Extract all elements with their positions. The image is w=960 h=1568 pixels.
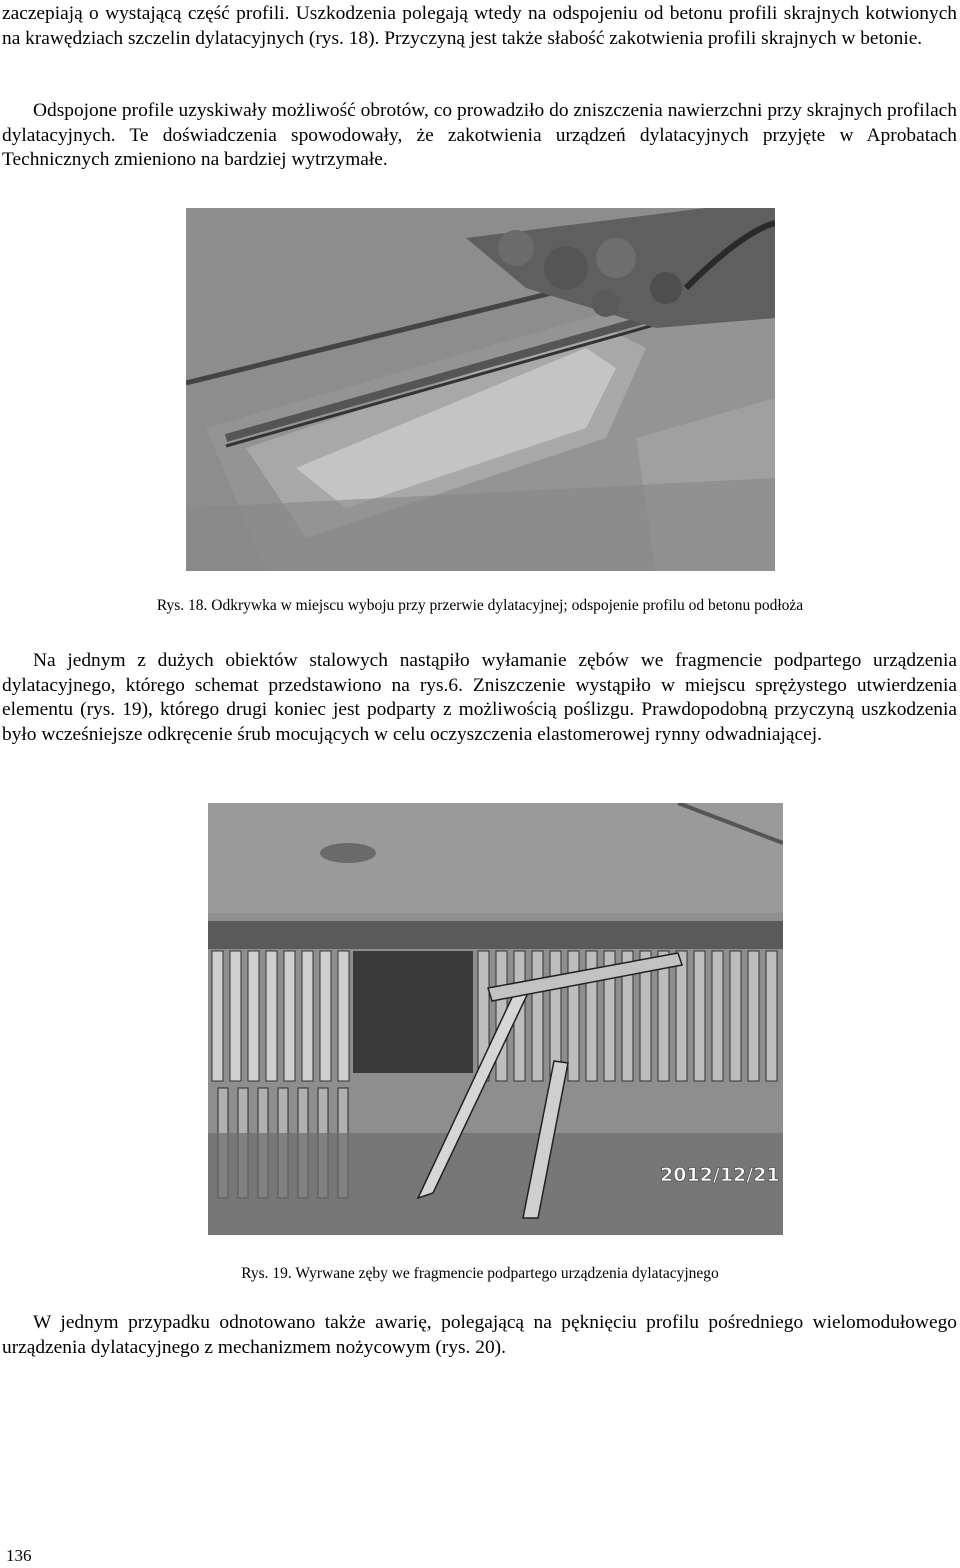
paragraph-broken-teeth: Na jednym z dużych obiektów stalowych nastąpiło wyłamanie zębów we fragmencie podpartego urządzenia dylatacyjnego, którego schemat przedstawiono na rys.6. Zniszczenie wystąpiło w miejscu sprężystego utwierdzenia elementu (rys. 19), którego drugi koniec jest podparty z możliwością poślizgu. Prawdopodobną przyczyną uszkodzenia było wcześniejsze odkręcenie śrub mocujących w celu oczyszczenia elastomerowej rynny odwadniającej. (2, 650, 957, 745)
figure-19-illustration (208, 803, 783, 1235)
figure-19-photo (208, 803, 783, 1235)
figure-19-caption: Rys. 19. Wyrwane zęby we fragmencie podpartego urządzenia dylatacyjnego (241, 1265, 719, 1282)
paragraph-detached-profiles: Odspojone profile uzyskiwały możliwość obrotów, co prowadziło do zniszczenia nawierzchni przy skrajnych profilach dylatacyjnych. Te doświadczenia spowodowały, że zakotwienia urządzeń dylatacyjnych przyjęte w Aprobatach Technicznych zmieniono na bardziej wytrzymałe. (2, 100, 957, 170)
paragraph-scissor-mechanism: W jednym przypadku odnotowano także awarię, polegającą na pęknięciu profilu pośredniego wielomodułowego urządzenia dylatacyjnego z mechanizmem nożycowym (rys. 20). (2, 1312, 957, 1358)
figure-18-illustration (186, 208, 775, 571)
paragraph-continuation: zaczepiają o wystającą część profili. Uszkodzenia polegają wtedy na odspojeniu od betonu profili skrajnych kotwionych na krawędziach szczelin dylatacyjnych (rys. 18). Przyczyną jest także słabość zakotwienia profili skrajnych w betonie. (2, 3, 957, 49)
page-number: 136 (6, 1546, 32, 1565)
figure-18-caption: Rys. 18. Odkrywka w miejscu wyboju przy przerwie dylatacyjnej; odspojenie profilu od betonu podłoża (156, 597, 804, 614)
figure-19-date-stamp: 2012/12/21 (660, 1164, 780, 1186)
figure-18-photo (186, 208, 775, 571)
